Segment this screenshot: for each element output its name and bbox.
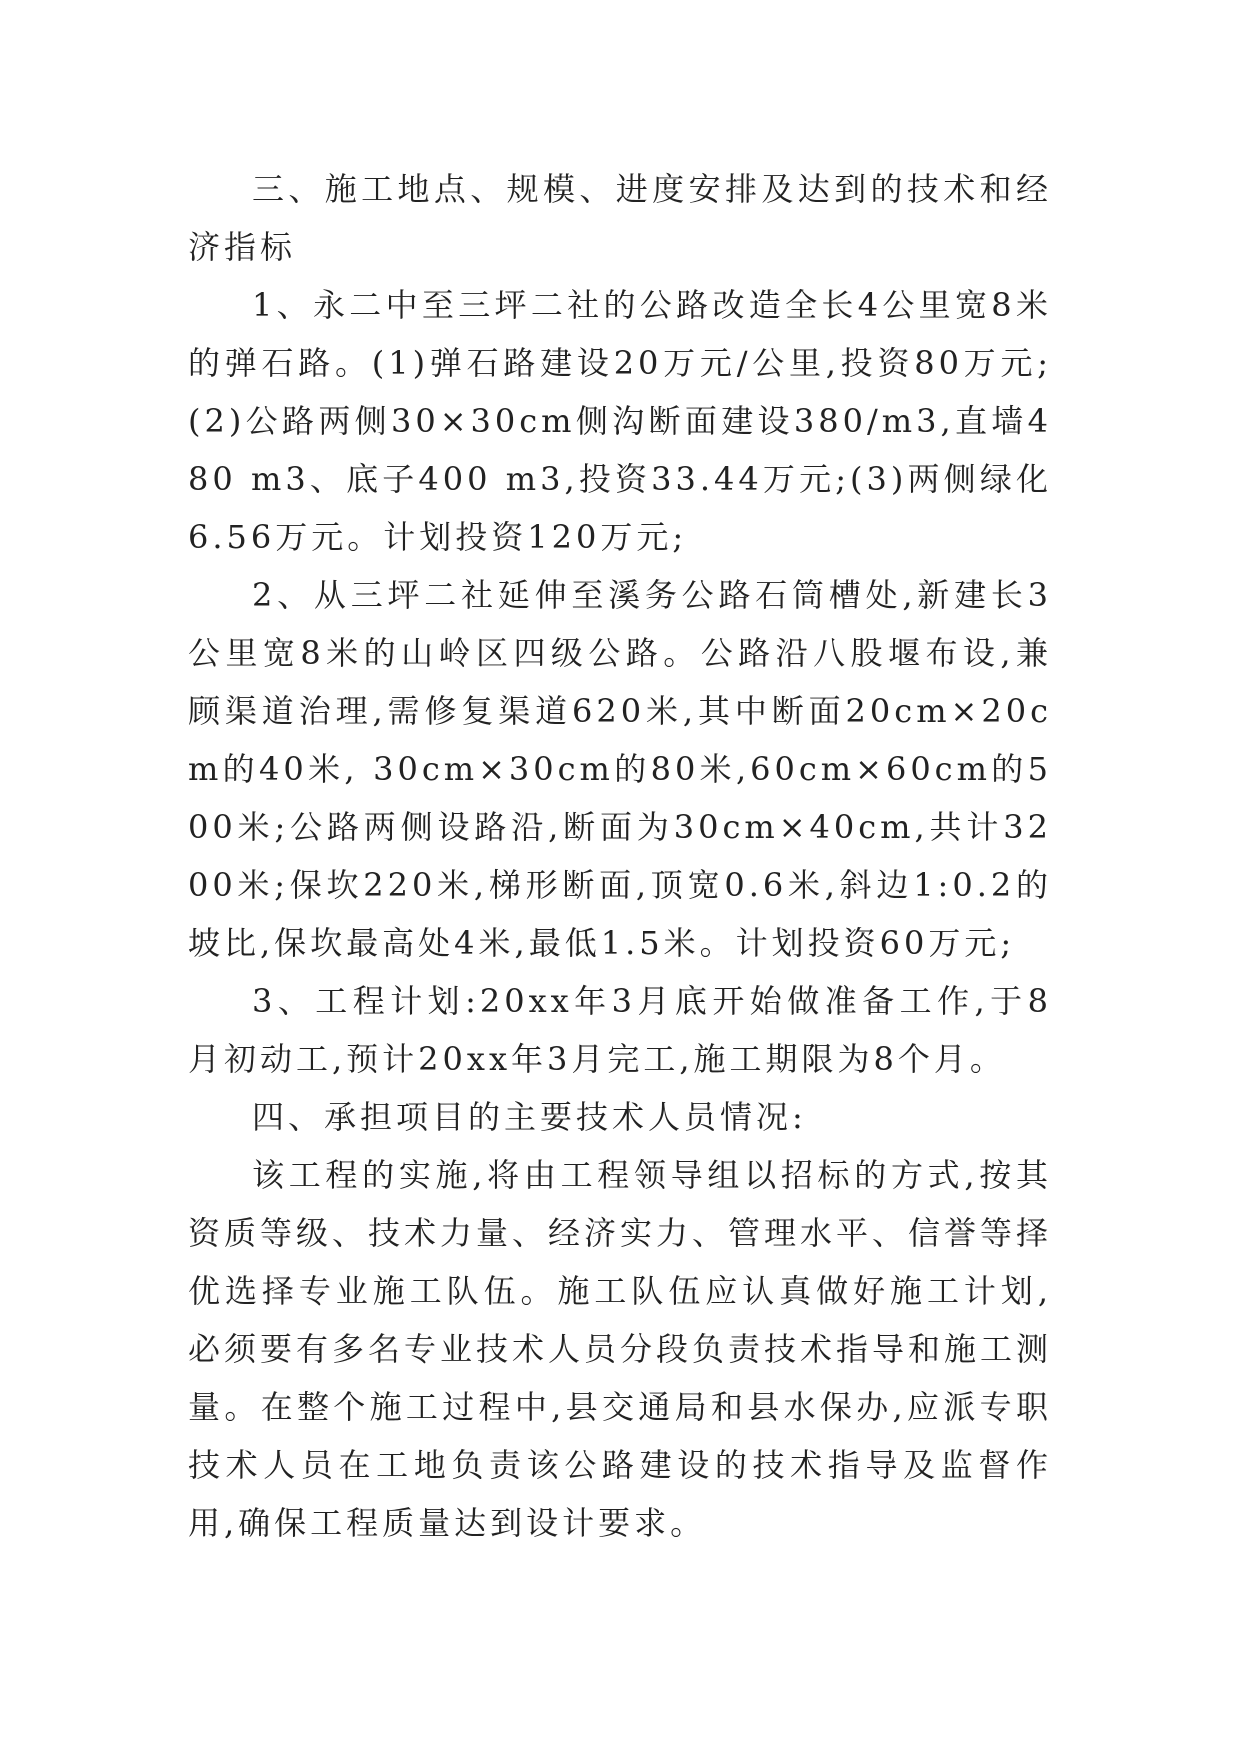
document-body [188, 160, 1052, 1552]
paragraph-road-renovation: 1、永二中至三坪二社的公路改造全长4公里宽8米的弹石路。(1)弹石路建设20万元/公里,投资80万元;(2)公路两侧30×30cm侧沟断面建设380/m3,直墙480 m3、底子400 m3,投资33.44万元;(3)两侧绿化6.56万元。计划投资120万元; [188, 286, 1052, 556]
paragraph-schedule: 3、工程计划:20xx年3月底开始做准备工作,于8月初动工,预计20xx年3月完工,施工期限为8个月。 [188, 982, 1052, 1078]
section-heading-construction: 三、施工地点、规模、进度安排及达到的技术和经济指标 [188, 170, 1052, 266]
paragraph-new-road: 2、从三坪二社延伸至溪务公路石筒槽处,新建长3公里宽8米的山岭区四级公路。公路沿八股堰布设,兼顾渠道治理,需修复渠道620米,其中断面20cm×20cm的40米, 30cm×30cm的80米,60cm×60cm的500米;公路两侧设路沿,断面为30cm×40cm,共计3200米;保坎220米,梯形断面,顶宽0.6米,斜边1:0.2的坡比,保坎最高处4米,最低1.5米。计划投资60万元; [188, 576, 1052, 962]
paragraph-personnel: 该工程的实施,将由工程领导组以招标的方式,按其资质等级、技术力量、经济实力、管理水平、信誉等择优选择专业施工队伍。施工队伍应认真做好施工计划,必须要有多名专业技术人员分段负责技术指导和施工测量。在整个施工过程中,县交通局和县水保办,应派专职技术人员在工地负责该公路建设的技术指导及监督作用,确保工程质量达到设计要求。 [188, 1156, 1053, 1542]
section-heading-personnel: 四、承担项目的主要技术人员情况: [252, 1098, 807, 1136]
